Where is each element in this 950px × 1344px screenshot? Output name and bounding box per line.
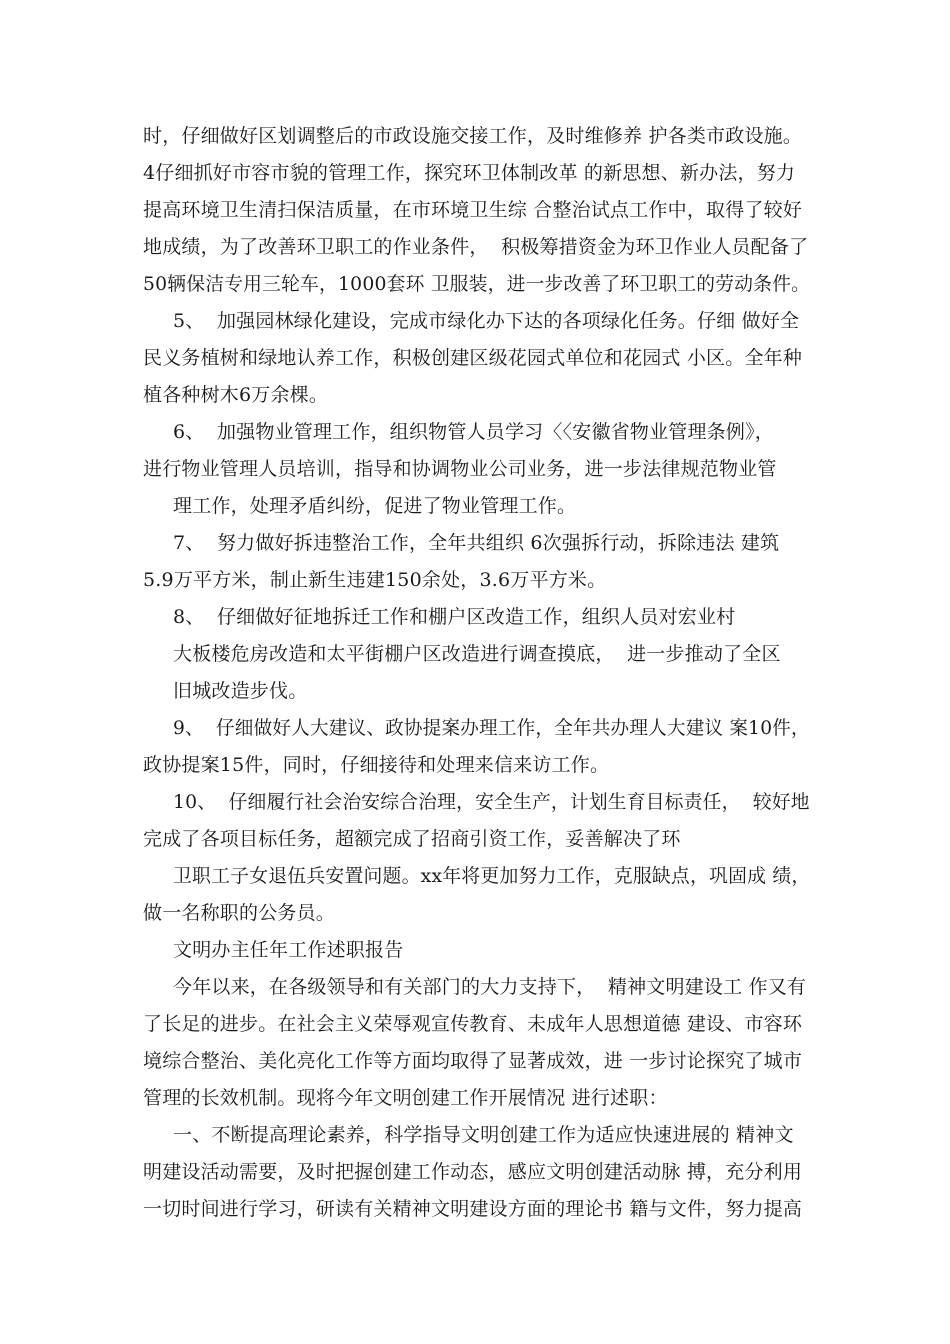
text-line: 了长足的进步。在社会主义荣辱观宣传教育、未成年人思想道德 建设、市容环 — [143, 1013, 803, 1035]
text-line: 7、 努力做好拆违整治工作，全年共组织 6次强拆行动，拆除违法 建筑 — [173, 532, 780, 554]
text-line: 民义务植树和绿地认养工作，积极创建区级花园式单位和花园式 小区。全年种 — [143, 347, 803, 369]
text-line: 旧城改造步伐。 — [173, 680, 308, 702]
text-line: 4仔细抓好市容市貌的管理工作，探究环卫体制改革 的新思想、新办法，努力 — [143, 162, 796, 184]
text-line: 政协提案15件，同时，仔细接待和处理来信来访工作。 — [143, 754, 610, 776]
text-line: 大板楼危房改造和太平街棚户区改造进行调查摸底， 进一步推动了全区 — [173, 643, 781, 665]
section-title: 文明办主任年工作述职报告 — [173, 939, 404, 961]
text-line: 管理的长效机制。现将今年文明创建工作开展情况 进行述职： — [143, 1087, 668, 1109]
text-line: 8、 仔细做好征地拆迁工作和棚户区改造工作，组织人员对宏业村 — [173, 606, 736, 628]
text-line: 时，仔细做好区划调整后的市政设施交接工作，及时维修养 护各类市政设施。 — [143, 125, 803, 147]
text-line: 6、 加强物业管理工作，组织物管人员学习〈〈安徽省物业管理条例》， — [173, 421, 774, 443]
text-line: 理工作，处理矛盾纠纷，促进了物业管理工作。 — [173, 495, 577, 517]
text-line: 境综合整治、美化亮化工作等方面均取得了显著成效，进 一步讨论探究了城市 — [143, 1050, 803, 1072]
text-line: 植各种树木6万余棵。 — [143, 384, 329, 406]
text-line: 9、 仔细做好人大建议、政协提案办理工作，全年共办理人大建议 案10件， — [173, 717, 810, 739]
text-line: 提高环境卫生清扫保洁质量，在市环境卫生综 合整治试点工作中，取得了较好 — [143, 199, 803, 221]
text-line: 完成了各项目标任务，超额完成了招商引资工作，妥善解决了环 — [143, 828, 681, 850]
text-line: 10、 仔细履行社会治安综合治理，安全生产，计划生育目标责任， 较好地 — [173, 791, 810, 813]
text-line: 明建设活动需要，及时把握创建工作动态，感应文明创建活动脉 搏，充分利用 — [143, 1161, 803, 1183]
text-line: 进行物业管理人员培训，指导和协调物业公司业务，进一步法律规范物业管 — [143, 458, 777, 480]
text-line: 今年以来，在各级领导和有关部门的大力支持下， 精神文明建设工 作又有 — [173, 976, 807, 998]
text-line: 5、 加强园林绿化建设，完成市绿化办下达的各项绿化任务。仔细 做好全 — [173, 310, 800, 332]
text-line: 一切时间进行学习，研读有关精神文明建设方面的理论书 籍与文件，努力提高 — [143, 1198, 803, 1220]
text-line: 50辆保洁专用三轮车，1000套环 卫服装，进一步改善了环卫职工的劳动条件。 — [143, 273, 811, 295]
text-line: 做一名称职的公务员。 — [143, 902, 336, 924]
text-line: 地成绩，为了改善环卫职工的作业条件， 积极筹措资金为环卫作业人员配备了 — [143, 236, 809, 258]
text-line: 5.9万平方米，制止新生违建150余处，3.6万平方米。 — [143, 569, 607, 591]
text-line: 一、不断提高理论素养，科学指导文明创建工作为适应快速进展的 精神文 — [173, 1124, 794, 1146]
text-line: 卫职工子女退伍兵安置问题。xx年将更加努力工作，克服缺点，巩固成 绩， — [173, 865, 811, 887]
